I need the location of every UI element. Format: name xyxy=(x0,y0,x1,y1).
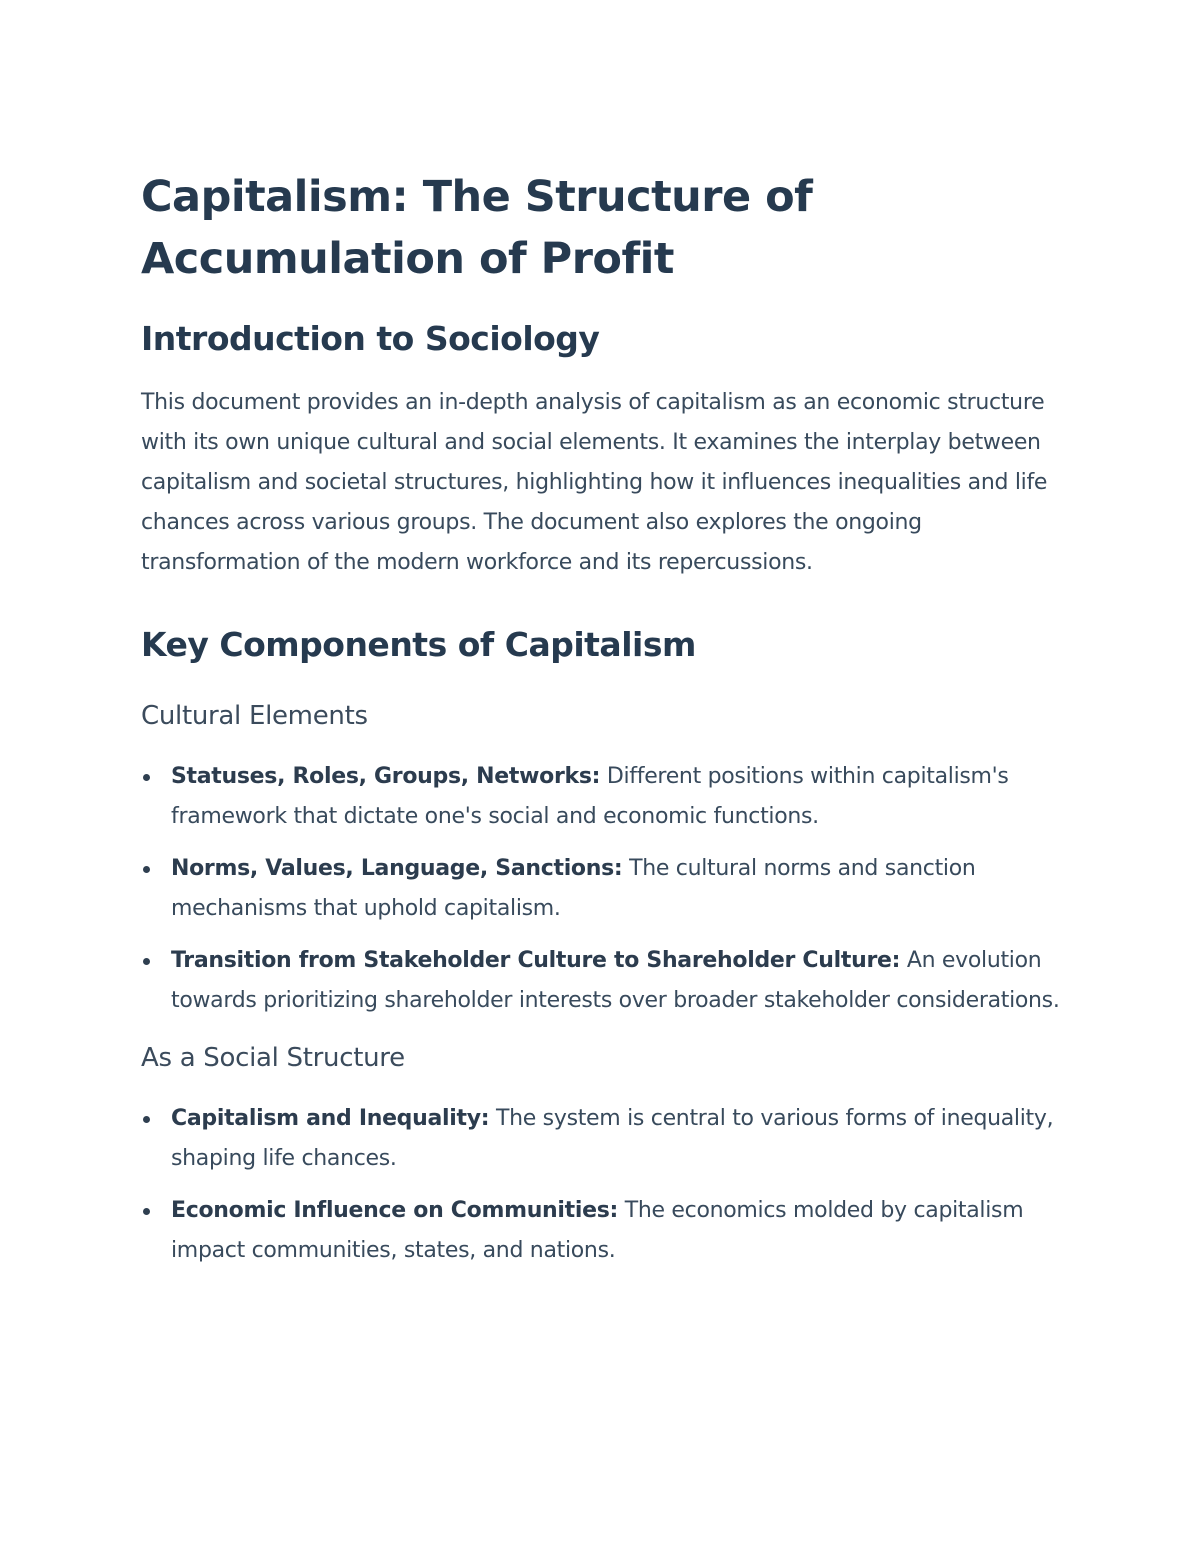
social-structure-list xyxy=(141,1099,1081,1271)
list-item xyxy=(141,1099,1081,1179)
bullet-icon xyxy=(143,958,150,965)
bullet-icon xyxy=(143,1208,150,1215)
intro-paragraph: This document provides an in-depth analysis of capitalism as an economic structure with its own unique cultural and social elements. It examines the interplay between capitalism and societal structures, highlighting how it influences inequalities and life chances across various groups. The document also explores the ongoing transformation of the modern workforce and its repercussions. xyxy=(141,390,1048,575)
list-item-text: The system is central to various forms of inequality, shaping life chances. xyxy=(171,1106,1054,1171)
list-item-text: The cultural norms and sanction mechanisms that uphold capitalism. xyxy=(171,856,976,921)
list-item-text: Different positions within capitalism's framework that dictate one's social and economic functions. xyxy=(171,764,1009,829)
intro-heading: Introduction to Sociology xyxy=(141,319,600,358)
bullet-icon xyxy=(143,1116,150,1123)
document-title: Capitalism: The Structure of Accumulation of Profit xyxy=(141,172,813,284)
list-item-term: Statuses, Roles, Groups, Networks: xyxy=(171,764,601,789)
bullet-icon xyxy=(143,774,150,781)
document-page xyxy=(141,166,1081,1283)
list-item xyxy=(141,849,1081,929)
list-item xyxy=(141,941,1081,1021)
social-structure-heading: As a Social Structure xyxy=(141,1043,405,1073)
key-components-heading: Key Components of Capitalism xyxy=(141,625,696,664)
list-item-text: An evolution towards prioritizing shareholder interests over broader stakeholder considerations. xyxy=(171,948,1060,1013)
list-item-term: Norms, Values, Language, Sanctions: xyxy=(171,856,623,881)
list-item xyxy=(141,757,1081,837)
list-item xyxy=(141,1191,1081,1271)
list-item-term: Capitalism and Inequality: xyxy=(171,1106,490,1131)
list-item-term: Transition from Stakeholder Culture to Shareholder Culture: xyxy=(171,948,901,973)
cultural-elements-list xyxy=(141,757,1081,1021)
cultural-elements-heading: Cultural Elements xyxy=(141,701,368,731)
list-item-term: Economic Influence on Communities: xyxy=(171,1198,619,1223)
bullet-icon xyxy=(143,866,150,873)
list-item-text: The economics molded by capitalism impact communities, states, and nations. xyxy=(171,1198,1024,1263)
